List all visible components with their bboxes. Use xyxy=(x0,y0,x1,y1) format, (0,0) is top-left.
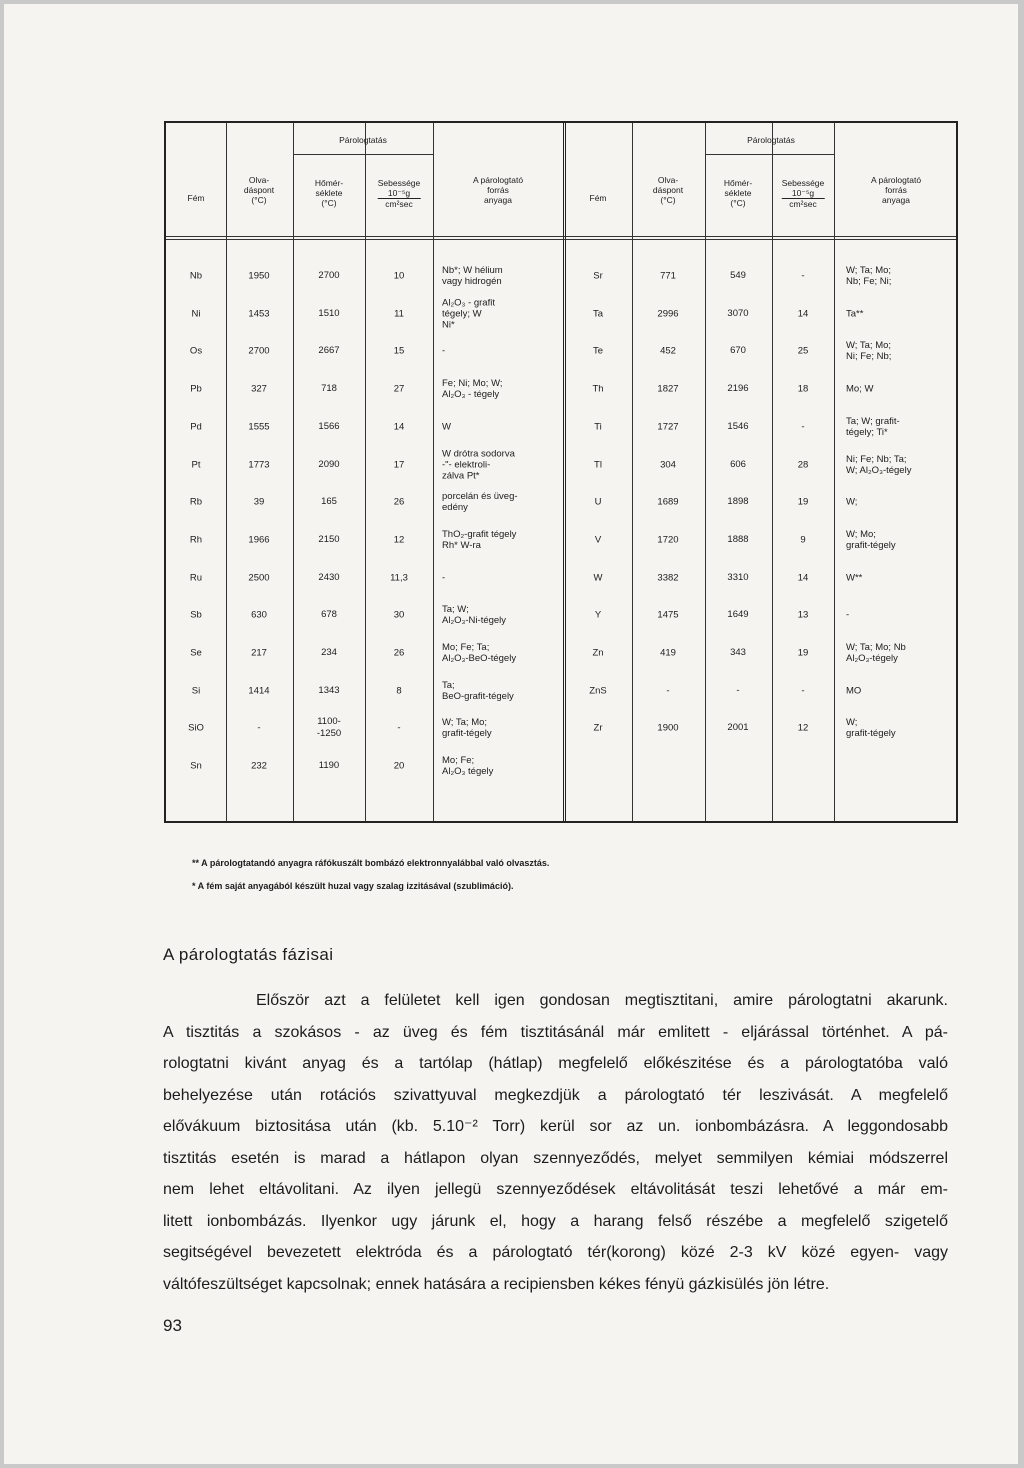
row-melting-point: 1555 xyxy=(248,421,270,433)
row-metal: U xyxy=(594,496,602,508)
header-rule xyxy=(166,236,956,237)
row-temperature: 2667 xyxy=(318,345,340,357)
row-temperature: 1566 xyxy=(318,420,340,432)
row-speed: 14 xyxy=(393,421,405,433)
row-source: Ta; BeO-grafit-tégely xyxy=(442,679,514,702)
row-source: W; Ta; Mo; Ni; Fe; Nb; xyxy=(846,340,892,363)
paragraph-line: segitségével bevezetett elektróda és a párologtató tér(korong) közé 2-3 kV közé egyen- vagy xyxy=(163,1244,948,1261)
row-metal: Ru xyxy=(189,572,203,584)
row-source: W; Mo; grafit-tégely xyxy=(846,528,896,551)
col-divider xyxy=(632,123,633,821)
row-source: Ta; W; grafit- tégely; Ti* xyxy=(846,415,900,438)
row-melting-point: 771 xyxy=(660,270,676,282)
row-melting-point: 1720 xyxy=(657,534,679,546)
col-divider xyxy=(433,123,434,821)
row-source: Mo; Fe; Ta; Al₂O₃-BeO-tégely xyxy=(442,642,517,664)
row-metal: Ta xyxy=(592,308,604,320)
row-temperature: 1888 xyxy=(727,533,749,545)
row-temperature: 2196 xyxy=(727,383,749,395)
row-metal: Pt xyxy=(191,459,201,470)
row-source: W; Ta; Mo; Nb; Fe; Ni; xyxy=(846,265,892,287)
row-source: W xyxy=(442,421,451,433)
section-title: A párologtatás fázisai xyxy=(163,945,334,964)
row-melting-point: 452 xyxy=(660,345,676,357)
row-temperature: 2090 xyxy=(318,458,340,470)
row-source: porcelán és üveg- edény xyxy=(442,491,518,514)
row-melting-point: 39 xyxy=(253,496,265,508)
row-temperature: 3070 xyxy=(727,307,749,319)
row-temperature: 2001 xyxy=(727,722,749,734)
row-temperature: 165 xyxy=(321,496,337,508)
row-temperature: 718 xyxy=(321,383,337,395)
row-metal: Pd xyxy=(190,421,202,433)
row-melting-point: 419 xyxy=(660,647,676,659)
row-temperature: 1100- -1250 xyxy=(316,716,342,740)
row-speed: 19 xyxy=(797,647,809,659)
row-melting-point: 1727 xyxy=(657,421,679,433)
row-melting-point: 1950 xyxy=(248,270,270,282)
row-source: Fe; Ni; Mo; W; Al₂O₃ - tégely xyxy=(442,378,503,401)
row-speed: 15 xyxy=(393,345,405,357)
row-metal: Sb xyxy=(190,609,202,621)
row-speed: 20 xyxy=(393,760,405,772)
row-speed: 8 xyxy=(396,685,402,697)
row-temperature: 2150 xyxy=(318,533,340,545)
row-source: Nb*; W hélium vagy hidrogén xyxy=(442,265,503,287)
header-temperature: Hőmér- séklete (°C) xyxy=(314,178,344,208)
paragraph-line: tisztitás esetén is marad a hátlapon olyan szennyeződés, melyet semmilyen kémiai módszerrel xyxy=(163,1149,948,1167)
header-rule xyxy=(166,239,956,240)
row-metal: SiO xyxy=(188,722,204,734)
row-metal: Th xyxy=(592,383,604,395)
row-source: Mo; W xyxy=(846,383,874,395)
footnote-double-star: ** A párologtatandó anyagra ráfókuszált bombázó elektronnyalábbal való olvasztás. xyxy=(192,858,550,868)
header-source: A párologtató forrás anyaga xyxy=(472,175,524,205)
row-speed: 19 xyxy=(797,496,809,508)
row-metal: Rb xyxy=(189,496,203,508)
header-melting: Olva- dáspont (°C) xyxy=(243,175,275,205)
row-speed: 9 xyxy=(800,534,806,546)
row-source: Mo; Fe; Al₂O₃ tégely xyxy=(442,755,494,778)
row-source: W; Ta; Mo; grafit-tégely xyxy=(442,717,492,740)
header-source: A párologtató forrás anyaga xyxy=(870,175,922,205)
row-speed: - xyxy=(801,685,805,697)
row-melting-point: 1900 xyxy=(657,722,679,734)
paragraph-line: behelyezése után rotációs szivattyuval megkezdjük a párologtató tér leszivását. A megfelelő xyxy=(163,1086,948,1104)
row-metal: Pb xyxy=(190,383,202,395)
row-source: Ni; Fe; Nb; Ta; W; Al₂O₃-tégely xyxy=(846,453,912,476)
row-metal: Si xyxy=(191,685,201,697)
row-temperature: 549 xyxy=(730,270,746,281)
paragraph-line: Először azt a felületet kell igen gondosan megtisztitani, amire párologtatni akarunk. xyxy=(256,992,948,1009)
row-melting-point: - xyxy=(257,722,261,734)
row-speed: 26 xyxy=(393,496,405,508)
header-evaporation: Párologtatás xyxy=(339,135,387,145)
row-metal: V xyxy=(594,534,602,546)
row-temperature: 2700 xyxy=(318,270,340,281)
row-temperature: 2430 xyxy=(318,571,340,583)
col-divider xyxy=(834,123,835,821)
row-speed: 18 xyxy=(797,383,809,395)
row-temperature: 343 xyxy=(730,647,746,658)
row-melting-point: 2996 xyxy=(657,308,679,320)
row-source: MO xyxy=(846,685,862,697)
row-melting-point: 1453 xyxy=(248,308,270,320)
col-divider xyxy=(226,123,227,821)
row-temperature: 1190 xyxy=(318,760,340,772)
row-speed: 10 xyxy=(393,270,405,282)
row-source: Ta** xyxy=(846,308,864,320)
row-speed: 14 xyxy=(797,308,809,320)
row-speed: 14 xyxy=(797,572,809,584)
row-source: - xyxy=(846,609,850,621)
row-source: W; Ta; Mo; Nb Al₂O₃-tégely xyxy=(846,642,906,664)
row-source: W drótra sodorva -"- elektroli- zálva Pt* xyxy=(442,448,515,481)
row-speed: 17 xyxy=(393,459,405,470)
row-metal: Se xyxy=(190,647,202,659)
row-speed: 28 xyxy=(797,459,809,470)
row-metal: Tl xyxy=(594,459,602,470)
row-metal: Sr xyxy=(593,270,603,282)
row-speed: - xyxy=(801,270,805,282)
row-metal: Os xyxy=(189,345,203,357)
paragraph-line: elővákuum biztositása után (kb. 5.10⁻² Torr) kerül sor az un. ionbombázásra. A leggondosabb xyxy=(163,1118,948,1135)
row-source: Ta; W; Al₂O₃-Ni-tégely xyxy=(442,604,507,627)
row-metal: ZnS xyxy=(589,685,607,697)
row-metal: Ti xyxy=(594,421,602,433)
header-melting: Olva- dáspont (°C) xyxy=(652,175,684,205)
col-divider xyxy=(365,123,366,821)
header-evaporation: Párologtatás xyxy=(747,135,795,145)
row-source: - xyxy=(442,572,446,584)
row-source: W; xyxy=(846,496,858,508)
body-paragraph xyxy=(163,985,948,1300)
header-speed: Sebessége 10⁻⁵g cm²sec xyxy=(377,178,421,209)
row-source: W; grafit-tégely xyxy=(846,717,896,740)
row-temperature: 1343 xyxy=(318,684,340,696)
row-metal: Sn xyxy=(190,760,202,772)
row-speed: 26 xyxy=(393,647,405,659)
row-melting-point: 1966 xyxy=(248,534,270,546)
row-metal: Nb xyxy=(189,270,203,282)
row-temperature: 1649 xyxy=(727,609,749,621)
col-divider xyxy=(563,123,566,821)
row-melting-point: 1689 xyxy=(657,496,679,508)
row-melting-point: 1827 xyxy=(657,383,679,395)
row-metal: Zr xyxy=(593,722,603,734)
row-source: - xyxy=(442,345,446,357)
col-divider xyxy=(705,123,706,821)
row-speed: 30 xyxy=(393,609,405,621)
row-temperature: 234 xyxy=(321,647,337,658)
row-metal: Rh xyxy=(189,534,203,546)
row-temperature: 606 xyxy=(730,458,746,470)
header-metal: Fém xyxy=(187,193,205,203)
row-temperature: 1510 xyxy=(318,307,340,319)
row-speed: 27 xyxy=(393,383,405,395)
paragraph-line: nem lehet eltávolitani. Az ilyen jellegü szennyeződések eltávolitását teszi lehetővé a már em- xyxy=(163,1181,948,1198)
row-melting-point: 1773 xyxy=(248,459,270,470)
col-divider xyxy=(293,123,294,821)
row-metal: Y xyxy=(594,609,602,621)
row-temperature: 678 xyxy=(321,609,337,621)
row-melting-point: 3382 xyxy=(657,572,679,584)
row-melting-point: - xyxy=(666,685,670,697)
row-speed: - xyxy=(801,421,805,433)
header-speed: Sebessége 10⁻⁵g cm²sec xyxy=(781,178,825,209)
group-rule xyxy=(705,154,834,155)
row-speed: 13 xyxy=(797,609,809,621)
paragraph-line: A tisztitás a szokásos - az üveg és fém tisztitásánál már emlitett - eljárással történhet. A pá- xyxy=(163,1023,948,1041)
paragraph-line: váltófeszültséget kapcsolnak; ennek hatására a recipiensben kékes fényü gázkisülés jön létre. xyxy=(163,1275,830,1293)
row-speed: - xyxy=(397,722,401,734)
header-temperature: Hőmér- séklete (°C) xyxy=(723,178,753,208)
row-melting-point: 217 xyxy=(251,647,267,659)
row-melting-point: 2500 xyxy=(248,572,270,584)
row-source: ThO₂-grafit tégely Rh* W-ra xyxy=(442,528,517,551)
row-melting-point: 1414 xyxy=(248,685,270,697)
row-speed: 11,3 xyxy=(390,572,408,584)
row-speed: 11 xyxy=(394,308,404,320)
row-metal: Te xyxy=(592,345,604,357)
row-speed: 12 xyxy=(393,534,405,546)
row-metal: W xyxy=(593,572,603,584)
row-source: W** xyxy=(846,572,863,584)
row-melting-point: 327 xyxy=(251,383,267,395)
col-divider xyxy=(772,123,773,821)
row-metal: Zn xyxy=(592,647,604,659)
row-melting-point: 1475 xyxy=(657,609,679,621)
row-metal: Ni xyxy=(191,308,201,320)
header-metal: Fém xyxy=(589,193,607,203)
row-melting-point: 232 xyxy=(251,760,267,772)
row-temperature: 1898 xyxy=(727,496,749,508)
paragraph-line: rologtatni kivánt anyag és a tartólap (hátlap) megfelelő előkészitése és a párologtatóba való xyxy=(163,1055,948,1072)
row-temperature: 1546 xyxy=(727,420,749,432)
row-melting-point: 2700 xyxy=(248,345,270,357)
row-melting-point: 630 xyxy=(251,609,267,621)
evaporation-table xyxy=(164,121,958,823)
row-temperature: - xyxy=(736,684,740,696)
row-speed: 25 xyxy=(797,345,809,357)
footnote-star: * A fém saját anyagából készült huzal vagy szalag izzitásával (szublimáció). xyxy=(192,881,514,891)
paragraph-line: litett ionbombázás. Ilyenkor ugy járunk el, hogy a harang felső részébe a megfelelő szigetelő xyxy=(163,1212,948,1230)
row-temperature: 670 xyxy=(730,345,746,357)
row-temperature: 3310 xyxy=(727,571,749,583)
row-speed: 12 xyxy=(797,722,809,734)
group-rule xyxy=(293,154,433,155)
page-number: 93 xyxy=(163,1316,182,1335)
row-melting-point: 304 xyxy=(660,459,676,470)
row-source: Al₂O₃ - grafit tégely; W Ni* xyxy=(442,297,495,331)
